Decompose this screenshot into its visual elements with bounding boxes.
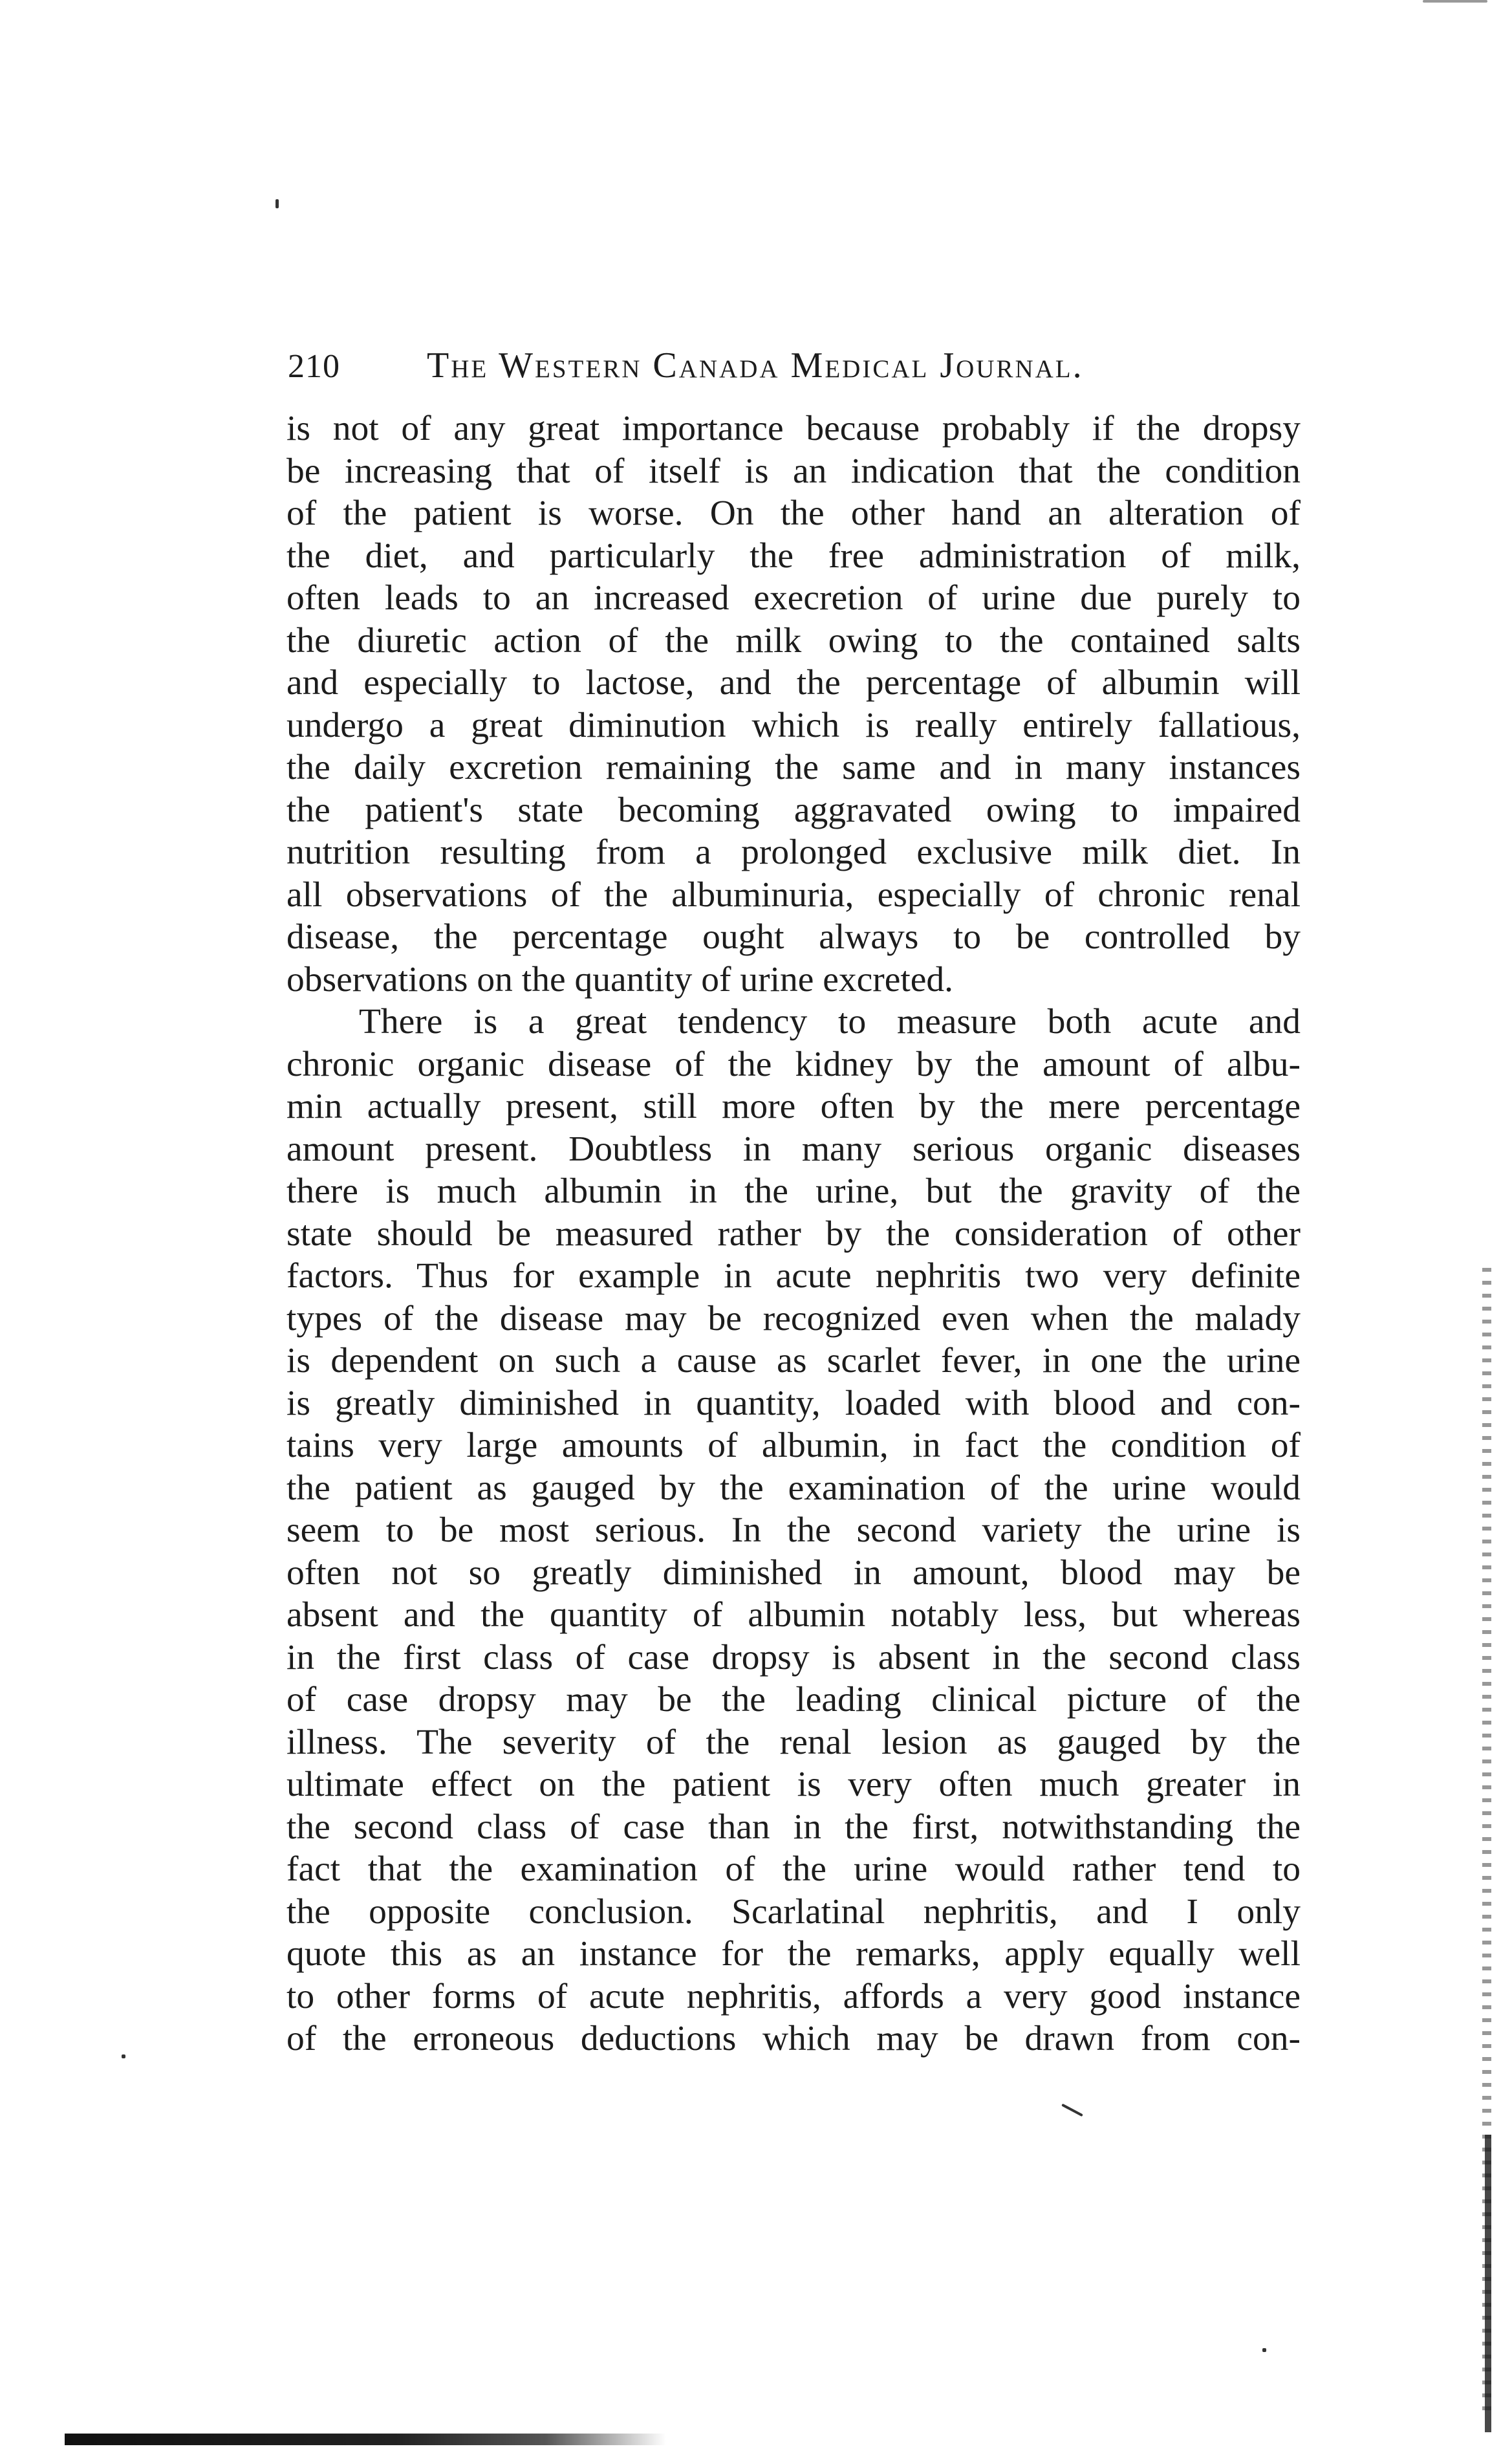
text-line: observations on the quantity of urine excreted.	[286, 959, 954, 999]
text-line: is not of any great importance because probably if the dropsy	[286, 409, 1301, 448]
text-line: of the patient is worse. On the other hand an alteration of	[286, 494, 1301, 533]
text-line: tains very large amounts of albumin, in fact the condition of	[286, 1426, 1301, 1465]
text-line: amount present. Doubtless in many serious organic diseases	[286, 1129, 1301, 1169]
scan-speck	[1262, 2348, 1266, 2352]
text-line: all observations of the albuminuria, especially of chronic renal	[286, 875, 1301, 915]
article-body	[286, 408, 1301, 2060]
paragraph-1	[286, 408, 1301, 1001]
scan-speck	[122, 2054, 125, 2058]
text-line: the daily excretion remaining the same and in many instances	[286, 748, 1301, 787]
scan-bottom-rule	[65, 2434, 666, 2445]
text-line: often leads to an increased execretion of urine due purely to	[286, 578, 1301, 618]
text-line: be increasing that of itself is an indication that the condition	[286, 451, 1301, 491]
text-line: fact that the examination of the urine would rather tend to	[286, 1849, 1301, 1889]
text-line: is greatly diminished in quantity, loaded with blood and con-	[286, 1383, 1301, 1423]
scan-edge-shadow	[1485, 2135, 1491, 2432]
text-line: illness. The severity of the renal lesion as gauged by the	[286, 1722, 1301, 1762]
paragraph-2	[286, 1001, 1301, 2060]
text-line: the second class of case than in the first, notwithstanding the	[286, 1807, 1301, 1847]
text-line: min actually present, still more often by the mere percentage	[286, 1087, 1301, 1126]
text-line: chronic organic disease of the kidney by the amount of albu-	[286, 1044, 1301, 1084]
text-line: quote this as an instance for the remarks, apply equally well	[286, 1934, 1301, 1974]
text-line: the diet, and particularly the free administration of milk,	[286, 536, 1301, 576]
text-line: to other forms of acute nephritis, affords a very good instance	[286, 1976, 1301, 2016]
text-line: often not so greatly diminished in amount, blood may be	[286, 1552, 1301, 1593]
text-line: in the first class of case dropsy is absent in the second class	[286, 1637, 1301, 1677]
text-line: of case dropsy may be the leading clinical picture of the	[286, 1680, 1301, 1719]
scan-speck	[1423, 0, 1487, 3]
page-number: 210	[288, 348, 340, 385]
text-line: There is a great tendency to measure both acute and	[359, 1002, 1301, 1041]
text-line: ultimate effect on the patient is very often much greater in	[286, 1765, 1301, 1804]
text-line: absent and the quantity of albumin notably less, but whereas	[286, 1595, 1301, 1635]
text-line: is dependent on such a cause as scarlet fever, in one the urine	[286, 1341, 1301, 1380]
text-line: undergo a great diminution which is really entirely fallatious,	[286, 705, 1301, 745]
scan-speck	[275, 199, 279, 208]
text-line: the patient as gauged by the examination of the urine would	[286, 1468, 1301, 1508]
text-line: of the erroneous deductions which may be drawn from con-	[286, 2019, 1301, 2058]
text-line: the patient's state becoming aggravated owing to impaired	[286, 790, 1301, 830]
journal-title: The Western Canada Medical Journal.	[427, 345, 1084, 386]
text-line: factors. Thus for example in acute nephritis two very definite	[286, 1256, 1301, 1296]
text-line: the diuretic action of the milk owing to the contained salts	[286, 620, 1301, 660]
running-head	[288, 340, 1297, 391]
text-line: seem to be most serious. In the second variety the urine is	[286, 1510, 1301, 1550]
text-line: disease, the percentage ought always to be controlled by	[286, 917, 1301, 957]
text-line: nutrition resulting from a prolonged exclusive milk diet. In	[286, 833, 1301, 872]
text-line: types of the disease may be recognized even when the malady	[286, 1298, 1301, 1338]
text-line: there is much albumin in the urine, but the gravity of the	[286, 1171, 1301, 1211]
text-line: and especially to lactose, and the percentage of albumin will	[286, 663, 1301, 703]
scan-speck	[1061, 2104, 1083, 2117]
text-line: state should be measured rather by the consideration of other	[286, 1214, 1301, 1254]
text-line: the opposite conclusion. Scarlatinal nephritis, and I only	[286, 1891, 1301, 1932]
